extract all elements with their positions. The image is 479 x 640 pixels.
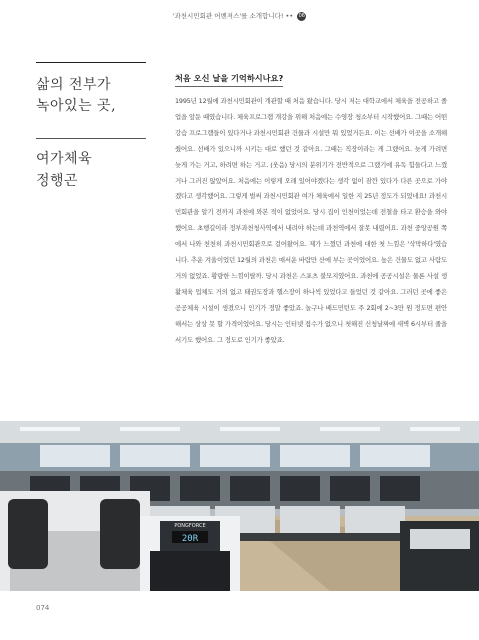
- article-column: [175, 66, 447, 349]
- article-body: 1995년 12월에 과천시민회관이 개관할 때 처음 왔습니다. 당시 저는 대학교에서 체육을 전공하고 졸업을 앞둔 때였습니다. 체육프로그램 개강을 위해 처음에는 수영장 청소부터 시작했어요. 그때는 어떤 강습 프로그램들이 있다거나 과천시민회관 건물과 시설만 뭐 있었거든요. 이는 선배가 이곳을 소개해줬어요. 선배가 있으니까 시키는 대로 했던 것 같아요. 그때는 직장이라는 게 그랬어요. 늦게 가려면 늦게 가는 거고, 하려면 하는 거고. (웃음) 당시의 분위기가 전반적으로 그랬기에 유독 힘들다고 느꼈거나 그러진 않았어요. 처음에는 이렇게 오래 있어야겠다는 생각 없이 잠깐 있다가 다른 곳으로 가야겠다고 생각했어요. 그렇게 벌써 과천시민회관 여가 체육에서 일한 지 25년 정도가 되었네요! 과천시민회관을 알기 전까지 과천에 와본 적이 없었어요. 당시 집이 인천이었는데 전철을 타고 환승을 와야 했어요. 초행길이라 정부과천청사역에서 내려야 하는데 과천역에서 잘못 내렸어요. 과천 중앙공원 쪽에서 나와 천천히 과천시민회관으로 걸어왔어요. 제가 느꼈던 과천에 대한 첫 느낌은 '삭막하다'였습니다. 추운 겨울이었던 12월의 과천은 매서운 바람만 산에 부는 곳이었어요. 높은 건물도 없고 사람도 거의 없었죠. 황량한 느낌이랄까. 당시 과천은 스포츠 불모지였어요. 과천에 공공시설은 물론 사설 생활체육 업체도 거의 없고 태권도장과 헬스장이 하나씩 있었다고 들었던 것 같아요. 그러던 곳에 좋은 공공체육 시설이 생겼으니 인기가 정말 좋았죠. 놀구나 배드민턴도 주 2회에 2~3만 원 정도면 편안해서는 상상 못 할 가격이었어요. 당시는 인터넷 접수가 없으니 첫해진 신청날짜에 새벽 6시부터 줄을 서기도 했어요. 그 정도로 인기가 좋았죠.: [175, 97, 447, 344]
- title-line-1: 삶의 전부가: [36, 77, 112, 93]
- question-heading: 처음 오신 날을 기억하시나요?: [175, 73, 283, 87]
- middle-divider: [36, 138, 146, 139]
- header-badge: 06: [298, 12, 305, 19]
- gym-photo: [0, 421, 479, 591]
- header-text: '과천시민회관 어벤져스'를 소개합니다! ••: [172, 12, 294, 20]
- page-header: [0, 11, 479, 21]
- page-number: 074: [36, 604, 50, 612]
- title-line-2: 녹아있는 곳,: [36, 98, 117, 114]
- svg-text:PONGFORCE: PONGFORCE: [174, 523, 206, 529]
- department-name: 여가체육: [36, 151, 93, 167]
- person-name: 정행곤: [36, 173, 79, 189]
- top-divider: [36, 62, 146, 63]
- svg-text:20R: 20R: [181, 534, 199, 544]
